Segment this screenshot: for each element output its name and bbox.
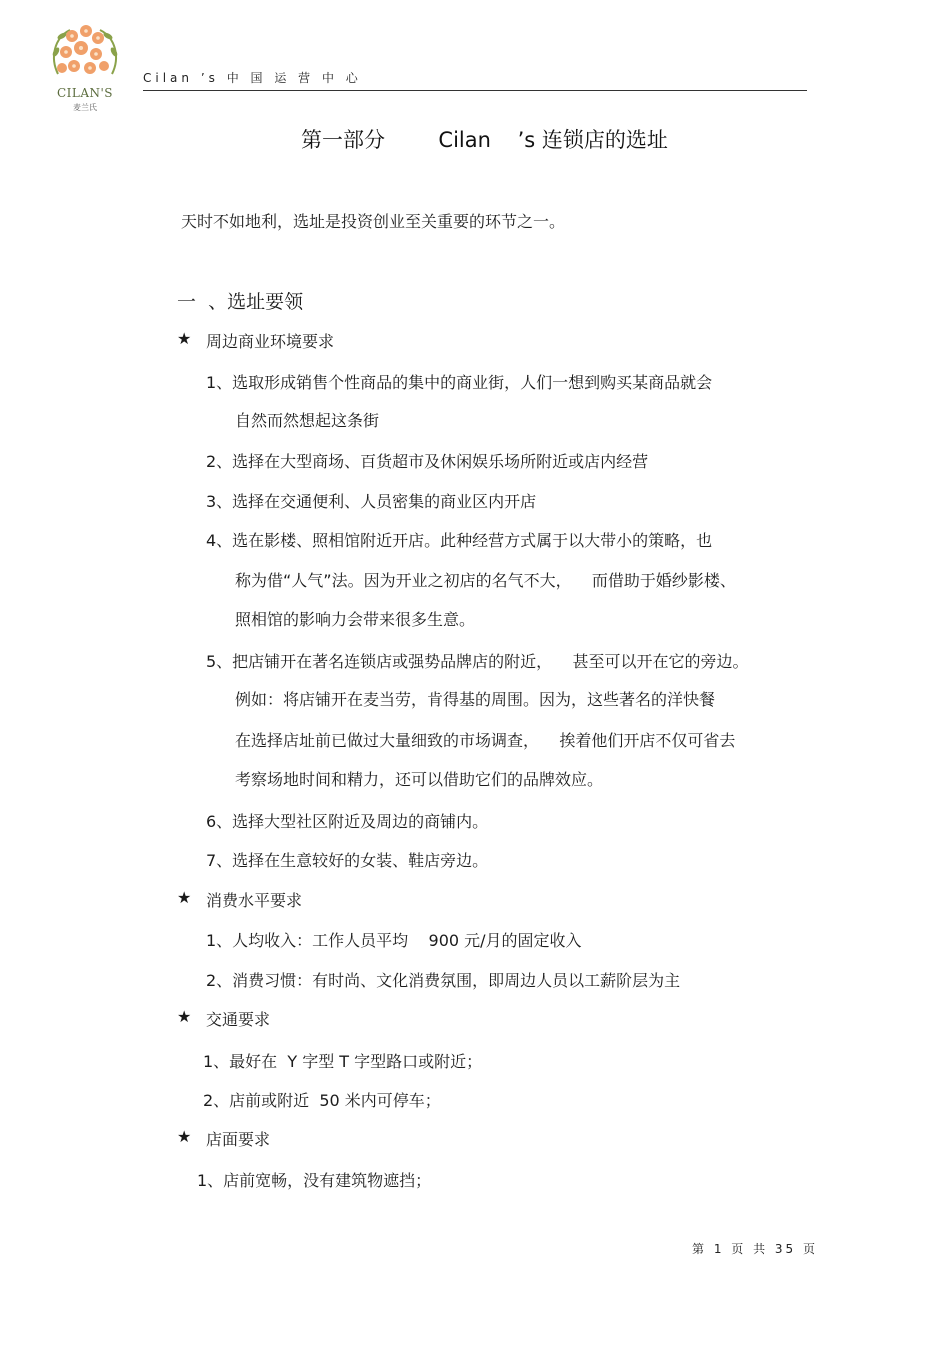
flower-wreath-icon — [48, 22, 122, 86]
star-icon: ★ — [177, 329, 192, 348]
section-heading: 一 、选址要领 — [177, 291, 304, 313]
list-item: 1、选取形成销售个性商品的集中的商业街，人们一想到购买某商品就会 — [206, 373, 713, 392]
logo-chinese-text: 麦兰氏 — [73, 103, 97, 112]
logo-brand-text: CILAN'S — [56, 86, 114, 100]
star-icon: ★ — [177, 888, 192, 907]
header-divider — [143, 90, 807, 91]
header-text: Cilan ’s 中 国 运 营 中 心 — [143, 71, 362, 85]
subheading-business-environment: 周边商业环境要求 — [206, 332, 335, 351]
page-number: 第 1 页 共 35 页 — [692, 1242, 818, 1256]
list-item-continuation: 在选择店址前已做过大量细致的市场调查， 挨着他们开店不仅可省去 — [235, 731, 736, 750]
list-item-continuation: 照相馆的影响力会带来很多生意。 — [235, 610, 476, 629]
list-item: 2、消费习惯：有时尚、文化消费氛围，即周边人员以工薪阶层为主 — [206, 971, 681, 990]
company-logo — [48, 22, 122, 116]
intro-paragraph: 天时不如地利，选址是投资创业至关重要的环节之一。 — [181, 212, 566, 231]
list-item: 1、最好在 Y 字型 T 字型路口或附近； — [203, 1052, 483, 1071]
list-item: 3、选择在交通便利、人员密集的商业区内开店 — [206, 492, 537, 511]
page-title: 第一部分 Cilan ’s 连锁店的选址 — [301, 128, 668, 152]
list-item: 5、把店铺开在著名连锁店或强势品牌店的附近， 甚至可以开在它的旁边。 — [206, 652, 749, 671]
list-item: 6、选择大型社区附近及周边的商铺内。 — [206, 812, 489, 831]
list-item: 1、人均收入：工作人员平均 900 元/月的固定收入 — [206, 931, 582, 950]
list-item: 2、选择在大型商场、百货超市及休闲娱乐场所附近或店内经营 — [206, 452, 649, 471]
star-icon: ★ — [177, 1007, 192, 1026]
list-item: 7、选择在生意较好的女装、鞋店旁边。 — [206, 851, 489, 870]
subheading-traffic: 交通要求 — [206, 1010, 271, 1029]
list-item: 2、店前或附近 50 米内可停车； — [203, 1091, 441, 1110]
list-item-continuation: 例如：将店铺开在麦当劳，肯得基的周围。因为，这些著名的洋快餐 — [235, 690, 716, 709]
list-item-continuation: 自然而然想起这条街 — [235, 411, 380, 430]
list-item-continuation: 考察场地时间和精力，还可以借助它们的品牌效应。 — [235, 770, 604, 789]
list-item: 4、选在影楼、照相馆附近开店。此种经营方式属于以大带小的策略，也 — [206, 531, 713, 550]
list-item-continuation: 称为借“人气”法。因为开业之初店的名气不大， 而借助于婚纱影楼、 — [235, 571, 736, 590]
subheading-consumption-level: 消费水平要求 — [206, 891, 303, 910]
list-item: 1、店前宽畅，没有建筑物遮挡； — [197, 1171, 432, 1190]
star-icon: ★ — [177, 1127, 192, 1146]
subheading-storefront: 店面要求 — [206, 1130, 271, 1149]
